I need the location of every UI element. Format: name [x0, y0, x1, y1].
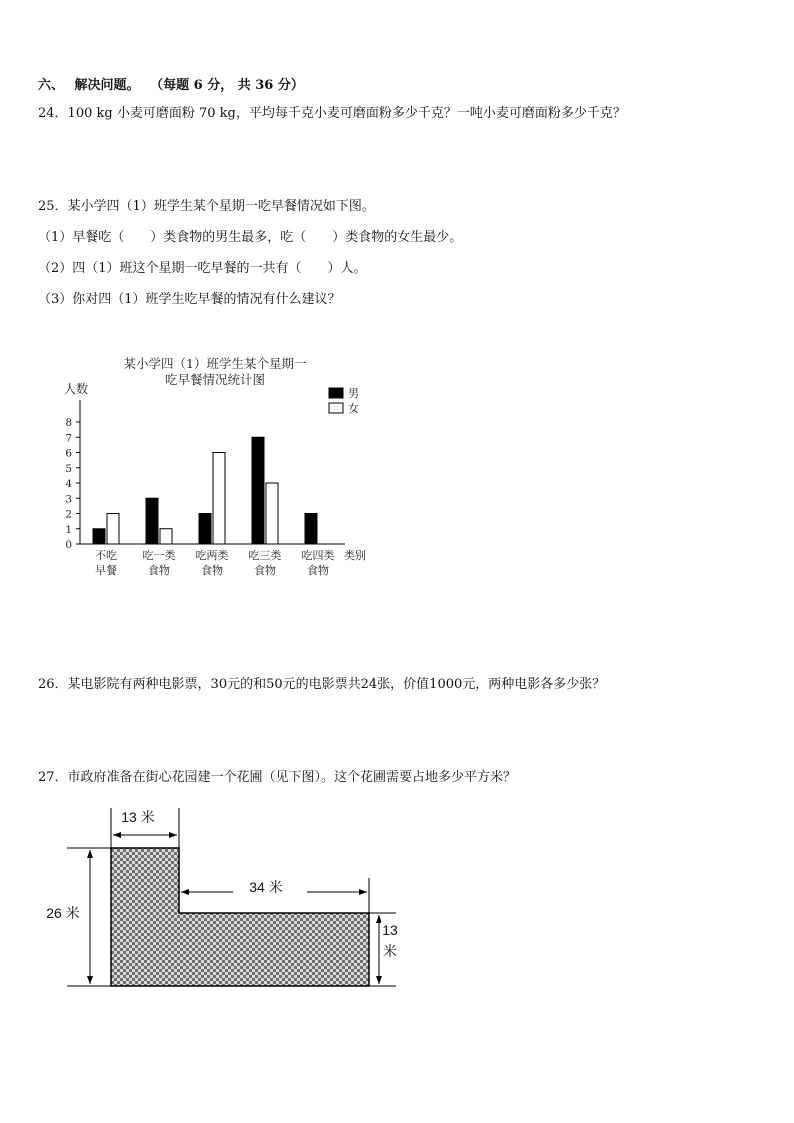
- legend-swatch-female: [329, 403, 343, 413]
- question-25-part-3: （3）你对四（1）班学生吃早餐的情况有什么建议？: [38, 292, 341, 307]
- breakfast-bar-chart: [50, 345, 380, 590]
- y-tick-label: 2: [65, 508, 72, 521]
- y-tick-label: 3: [65, 493, 72, 506]
- legend-swatch-male: [329, 388, 343, 398]
- bar-female: [160, 529, 172, 544]
- y-tick-label: 4: [65, 478, 72, 490]
- section-score: （每题 6 分， 共 36 分）: [150, 78, 304, 93]
- question-24: 24．100 kg 小麦可磨面粉 70 kg，平均每千克小麦可磨面粉多少千克？一吨小麦可磨面粉多少千克？: [38, 106, 626, 121]
- legend-label-female: 女: [348, 402, 359, 415]
- bar-male: [252, 437, 264, 544]
- bar-male: [199, 514, 211, 545]
- bar-male: [305, 514, 317, 545]
- y-tick-label: 7: [65, 432, 72, 445]
- y-ticks: [65, 417, 80, 551]
- garden-shape: [111, 848, 369, 986]
- bar-female: [213, 453, 225, 545]
- x-tick-label: 吃两类: [195, 549, 229, 562]
- dim-length-label: 34 米: [249, 879, 283, 895]
- bar-male: [146, 498, 158, 544]
- x-tick-label: 吃一类: [142, 549, 176, 562]
- dim-top-width-label: 13 米: [121, 809, 155, 825]
- legend-label-male: 男: [348, 387, 359, 400]
- chart-title-line-2: 吃早餐情况统计图: [164, 372, 266, 387]
- dim-right-height-number: 13: [382, 922, 398, 938]
- bar-male: [93, 529, 105, 544]
- x-tick-label: 早餐: [95, 564, 117, 577]
- question-26: 26．某电影院有两种电影票，30元的和50元的电影票共24张，价值1000元，两种电影各多少张？: [38, 677, 606, 692]
- y-tick-label: 8: [65, 417, 72, 429]
- y-tick-label: 5: [65, 462, 72, 475]
- y-tick-label: 6: [65, 447, 72, 460]
- x-tick-label: 食物: [307, 564, 329, 577]
- chart-title-line-1: 某小学四（1）班学生某个星期一: [123, 356, 307, 371]
- x-tick-label: 吃四类: [301, 549, 335, 562]
- x-tick-label: 食物: [148, 564, 170, 577]
- question-25: 25．某小学四（1）班学生某个星期一吃早餐情况如下图。: [38, 199, 375, 214]
- dim-right-height-unit: 米: [383, 943, 397, 959]
- dim-height-label: 26 米: [46, 905, 80, 921]
- bar-female: [107, 514, 119, 545]
- chart-legend: [329, 387, 359, 415]
- y-tick-label: 0: [65, 539, 72, 551]
- question-27: 27．市政府准备在街心花园建一个花圃（见下图）。这个花圃需要占地多少平方米？: [38, 770, 517, 785]
- section-heading: [38, 78, 310, 94]
- x-tick-label: 食物: [201, 564, 223, 577]
- garden-l-shape-figure: [30, 798, 430, 1003]
- x-tick-label: 吃三类: [248, 549, 282, 562]
- bars: [93, 437, 317, 544]
- x-tick-labels: [95, 548, 335, 577]
- y-tick-label: 1: [65, 523, 72, 536]
- question-25-part-2: （2）四（1）班这个星期一吃早餐的一共有（ ）人。: [38, 261, 367, 276]
- x-tick-label: 食物: [254, 564, 276, 577]
- question-25-part-1: （1）早餐吃（ ）类食物的男生最多，吃（ ）类食物的女生最少。: [38, 230, 463, 245]
- x-axis-label: 类别: [344, 549, 366, 562]
- section-title: 解决问题。: [74, 78, 140, 93]
- x-tick-label: 不吃: [95, 549, 117, 562]
- y-axis-label: 人数: [64, 382, 89, 396]
- bar-female: [266, 483, 278, 544]
- section-number: 六、: [38, 78, 65, 93]
